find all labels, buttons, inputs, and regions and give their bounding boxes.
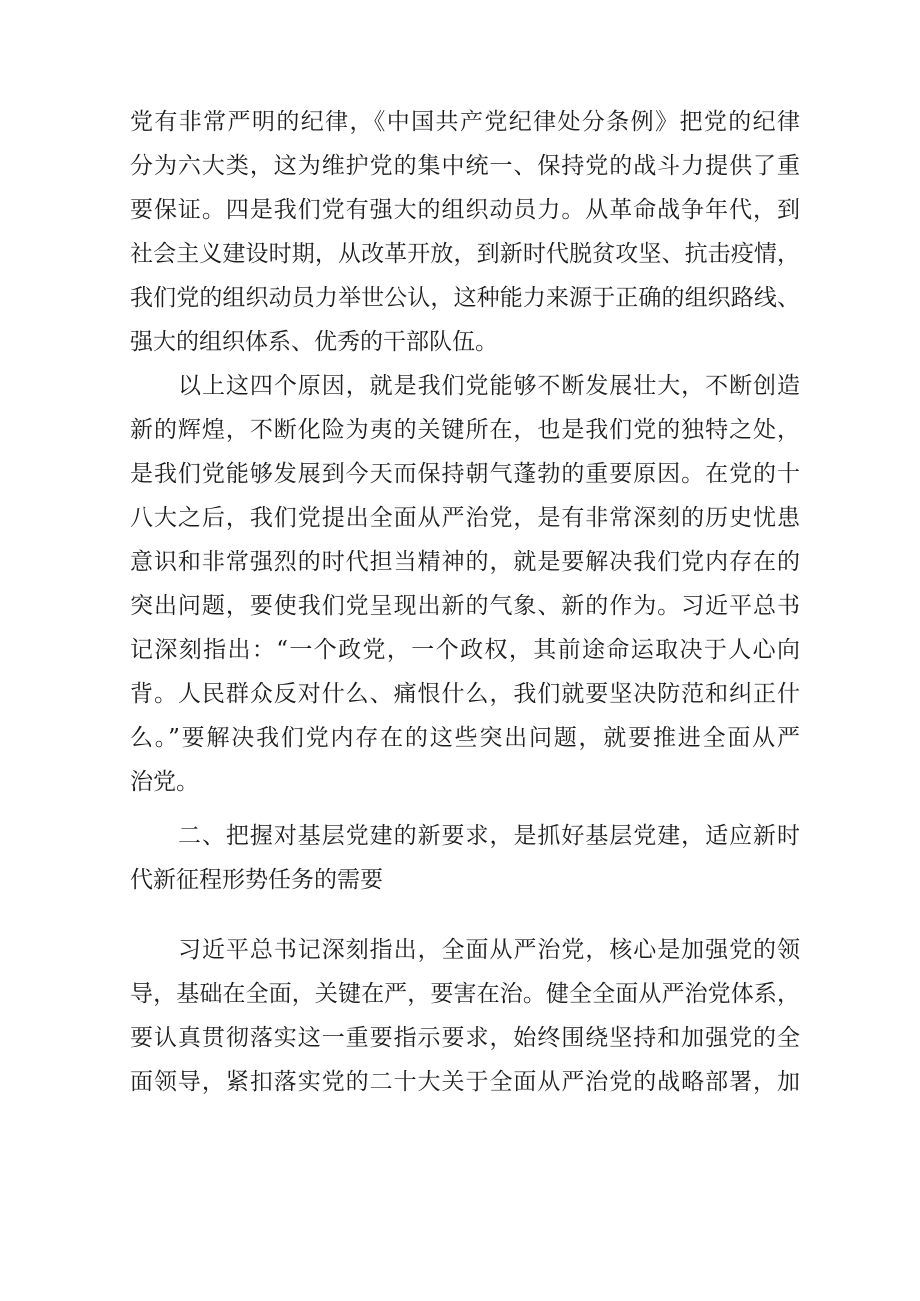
section-heading: 二、把握对基层党建的新要求，是抓好基层党建，适应新时 (178, 823, 800, 849)
text-line: 治党。 (130, 769, 199, 795)
text-line: 八大之后，我们党提出全面从严治党，是有非常深刻的历史忧患 (130, 505, 800, 531)
text-line: 党有非常严明的纪律，《中国共产党纪律处分条例》把党的纪律 (130, 109, 800, 135)
text-line: 新的辉煌，不断化险为夷的关键所在，也是我们党的独特之处， (130, 417, 800, 443)
text-line: 记深刻指出：“一个政党，一个政权，其前途命运取决于人心向 (130, 637, 800, 663)
text-line: 导，基础在全面，关键在严，要害在治。健全全面从严治党体系， (130, 981, 800, 1007)
text-line: 意识和非常强烈的时代担当精神的，就是要解决我们党内存在的 (130, 549, 800, 575)
text-line: 突出问题，要使我们党呈现出新的气象、新的作为。习近平总书 (130, 593, 800, 619)
paragraph-first-line: 以上这四个原因，就是我们党能够不断发展壮大，不断创造 (178, 373, 800, 399)
paragraph-first-line: 习近平总书记深刻指出，全面从严治党，核心是加强党的领 (178, 937, 800, 963)
text-line: 社会主义建设时期，从改革开放，到新时代脱贫攻坚、抗击疫情， (130, 241, 800, 267)
text-line: 背。人民群众反对什么、痛恨什么，我们就要坚决防范和纠正什 (130, 681, 800, 707)
text-line: 面领导，紧扣落实党的二十大关于全面从严治党的战略部署，加 (130, 1069, 800, 1095)
text-line: 是我们党能够发展到今天而保持朝气蓬勃的重要原因。在党的十 (130, 461, 800, 487)
text-line: 要保证。四是我们党有强大的组织动员力。从革命战争年代，到 (130, 197, 800, 223)
text-line: 要认真贯彻落实这一重要指示要求，始终围绕坚持和加强党的全 (130, 1025, 800, 1051)
text-line: 我们党的组织动员力举世公认，这种能力来源于正确的组织路线、 (130, 285, 800, 311)
section-heading-cont: 代新征程形势任务的需要 (130, 867, 383, 893)
text-line: 强大的组织体系、优秀的干部队伍。 (130, 329, 498, 355)
text-line: 分为六大类，这为维护党的集中统一、保持党的战斗力提供了重 (130, 153, 800, 179)
text-line: 么。”要解决我们党内存在的这些突出问题，就要推进全面从严 (130, 725, 800, 751)
